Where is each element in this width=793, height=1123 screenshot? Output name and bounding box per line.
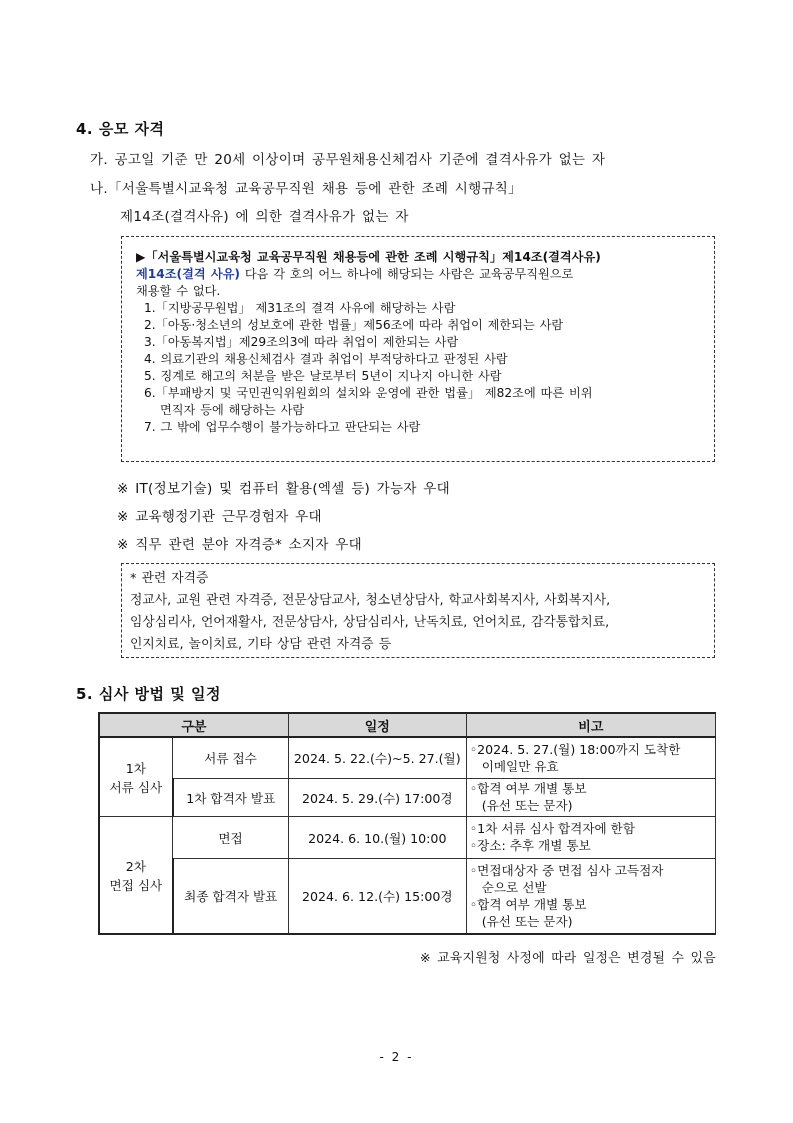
article-label: 제14조(결격 사유) bbox=[136, 267, 240, 281]
note-line: (유선 또는 문자) bbox=[481, 913, 573, 929]
note-line: ◦면접대상자 중 면접 심사 고득점자 bbox=[469, 862, 664, 878]
note-line: (유선 또는 문자) bbox=[481, 798, 573, 813]
table-row bbox=[99, 737, 716, 778]
date-cell: 2024. 6. 12.(수) 15:00경 bbox=[288, 858, 466, 934]
stage-2-cell bbox=[99, 816, 173, 934]
note-line: ◦2024. 5. 27.(월) 18:00까지 도착한 bbox=[469, 741, 681, 757]
stage-1-cell bbox=[99, 737, 173, 816]
preference-it: ※ IT(정보기술) 및 컴퓨터 활용(엑셀 등) 가능자 우대 bbox=[117, 481, 450, 497]
certificate-box-title: * 관련 자격증 bbox=[130, 571, 209, 586]
rule-box-title: ▶「서울특별시교육청 교육공무직원 채용등에 관한 조례 시행규칙」제14조(결격사유) bbox=[136, 250, 601, 264]
date-cell: 2024. 6. 10.(월) 10:00 bbox=[288, 816, 466, 858]
article-text-cont: 채용할 수 없다. bbox=[136, 284, 221, 298]
stage-label: 서류 심사 bbox=[109, 779, 163, 795]
eligibility-item-na: 나.「서울특별시교육청 교육공무직원 채용 등에 관한 조례 시행규칙」 bbox=[90, 181, 522, 197]
rule-item: 4. 의료기관의 채용신체검사 결과 취업이 부적당하다고 판정된 사람 bbox=[144, 352, 508, 366]
table-row bbox=[99, 778, 716, 816]
table-header-row bbox=[99, 713, 716, 737]
rule-item: 2.「아동·청소년의 성보호에 관한 법률」제56조에 따라 취업이 제한되는 사람 bbox=[144, 318, 564, 332]
certificate-line: 인지치료, 놀이치료, 기타 상담 관련 자격증 등 bbox=[130, 637, 392, 652]
eligibility-item-na-cont: 제14조(결격사유) 에 의한 결격사유가 없는 자 bbox=[120, 209, 409, 225]
note-line: 이메일만 유효 bbox=[481, 758, 559, 774]
table-row bbox=[99, 816, 716, 858]
schedule-footnote: ※ 교육지원청 사정에 따라 일정은 변경될 수 있음 bbox=[419, 951, 716, 966]
section-4-heading: 4. 응모 자격 bbox=[76, 120, 165, 138]
article-text: 다음 각 호의 어느 하나에 해당되는 사람은 교육공무직원으로 bbox=[239, 267, 574, 281]
rule-item: 3.「아동복지법」제29조의3에 따라 취업이 제한되는 사람 bbox=[144, 335, 459, 349]
stage-label: 면접 심사 bbox=[109, 877, 163, 893]
eligibility-item-ga: 가. 공고일 기준 만 20세 이상이며 공무원채용신체검사 기준에 결격사유가 없는 자 bbox=[90, 152, 606, 168]
stage-label: 2차 bbox=[125, 858, 146, 874]
header-category: 구분 bbox=[99, 713, 288, 737]
schedule-table bbox=[98, 712, 716, 935]
header-notes: 비고 bbox=[466, 713, 715, 737]
step-cell: 1차 합격자 발표 bbox=[173, 778, 289, 816]
note-line: ◦장소: 추후 개별 통보 bbox=[469, 838, 591, 853]
note-line: ◦합격 여부 개별 통보 bbox=[469, 781, 587, 796]
step-cell: 최종 합격자 발표 bbox=[173, 858, 289, 934]
rule-item: 7. 그 밖에 업무수행이 불가능하다고 판단되는 사람 bbox=[144, 420, 421, 434]
preference-experience: ※ 교육행정기관 근무경험자 우대 bbox=[117, 509, 322, 525]
article-intro bbox=[136, 266, 706, 283]
certificate-line: 정교사, 교원 관련 자격증, 전문상담교사, 청소년상담사, 학교사회복지사, 사회복지사, bbox=[130, 593, 611, 608]
preference-certificate: ※ 직무 관련 분야 자격증* 소지자 우대 bbox=[117, 537, 362, 553]
certificate-line: 임상심리사, 언어재활사, 전문상담사, 상담심리사, 난독치료, 언어치료, 감각통합치료, bbox=[130, 615, 610, 630]
rule-box bbox=[121, 236, 715, 462]
section-5-heading: 5. 심사 방법 및 일정 bbox=[76, 685, 221, 703]
header-schedule: 일정 bbox=[288, 713, 466, 737]
date-cell: 2024. 5. 22.(수)~5. 27.(월) bbox=[288, 737, 466, 778]
notes-cell bbox=[466, 858, 715, 934]
notes-cell bbox=[466, 816, 715, 858]
date-cell: 2024. 5. 29.(수) 17:00경 bbox=[288, 778, 466, 816]
note-line: ◦1차 서류 심사 합격자에 한함 bbox=[469, 821, 635, 836]
rule-item-cont: 면직자 등에 해당하는 사람 bbox=[160, 403, 305, 417]
notes-cell bbox=[466, 778, 715, 816]
step-cell: 면접 bbox=[173, 816, 289, 858]
note-line: ◦합격 여부 개별 통보 bbox=[469, 896, 587, 912]
stage-label: 1차 bbox=[125, 760, 146, 776]
certificate-box bbox=[121, 563, 715, 658]
rule-item: 5. 징계로 해고의 처분을 받은 날로부터 5년이 지나지 아니한 사람 bbox=[144, 369, 502, 383]
notes-cell bbox=[466, 737, 715, 778]
page-number: - 2 - bbox=[379, 1050, 414, 1064]
step-cell: 서류 접수 bbox=[173, 737, 289, 778]
rule-item: 6.「부패방지 및 국민권익위원회의 설치와 운영에 관한 법률」 제82조에 따른 비위 bbox=[144, 386, 593, 400]
rule-item: 1.「지방공무원법」 제31조의 결격 사유에 해당하는 사람 bbox=[144, 301, 456, 315]
table-row bbox=[99, 858, 716, 934]
note-line: 순으로 선발 bbox=[481, 879, 547, 895]
